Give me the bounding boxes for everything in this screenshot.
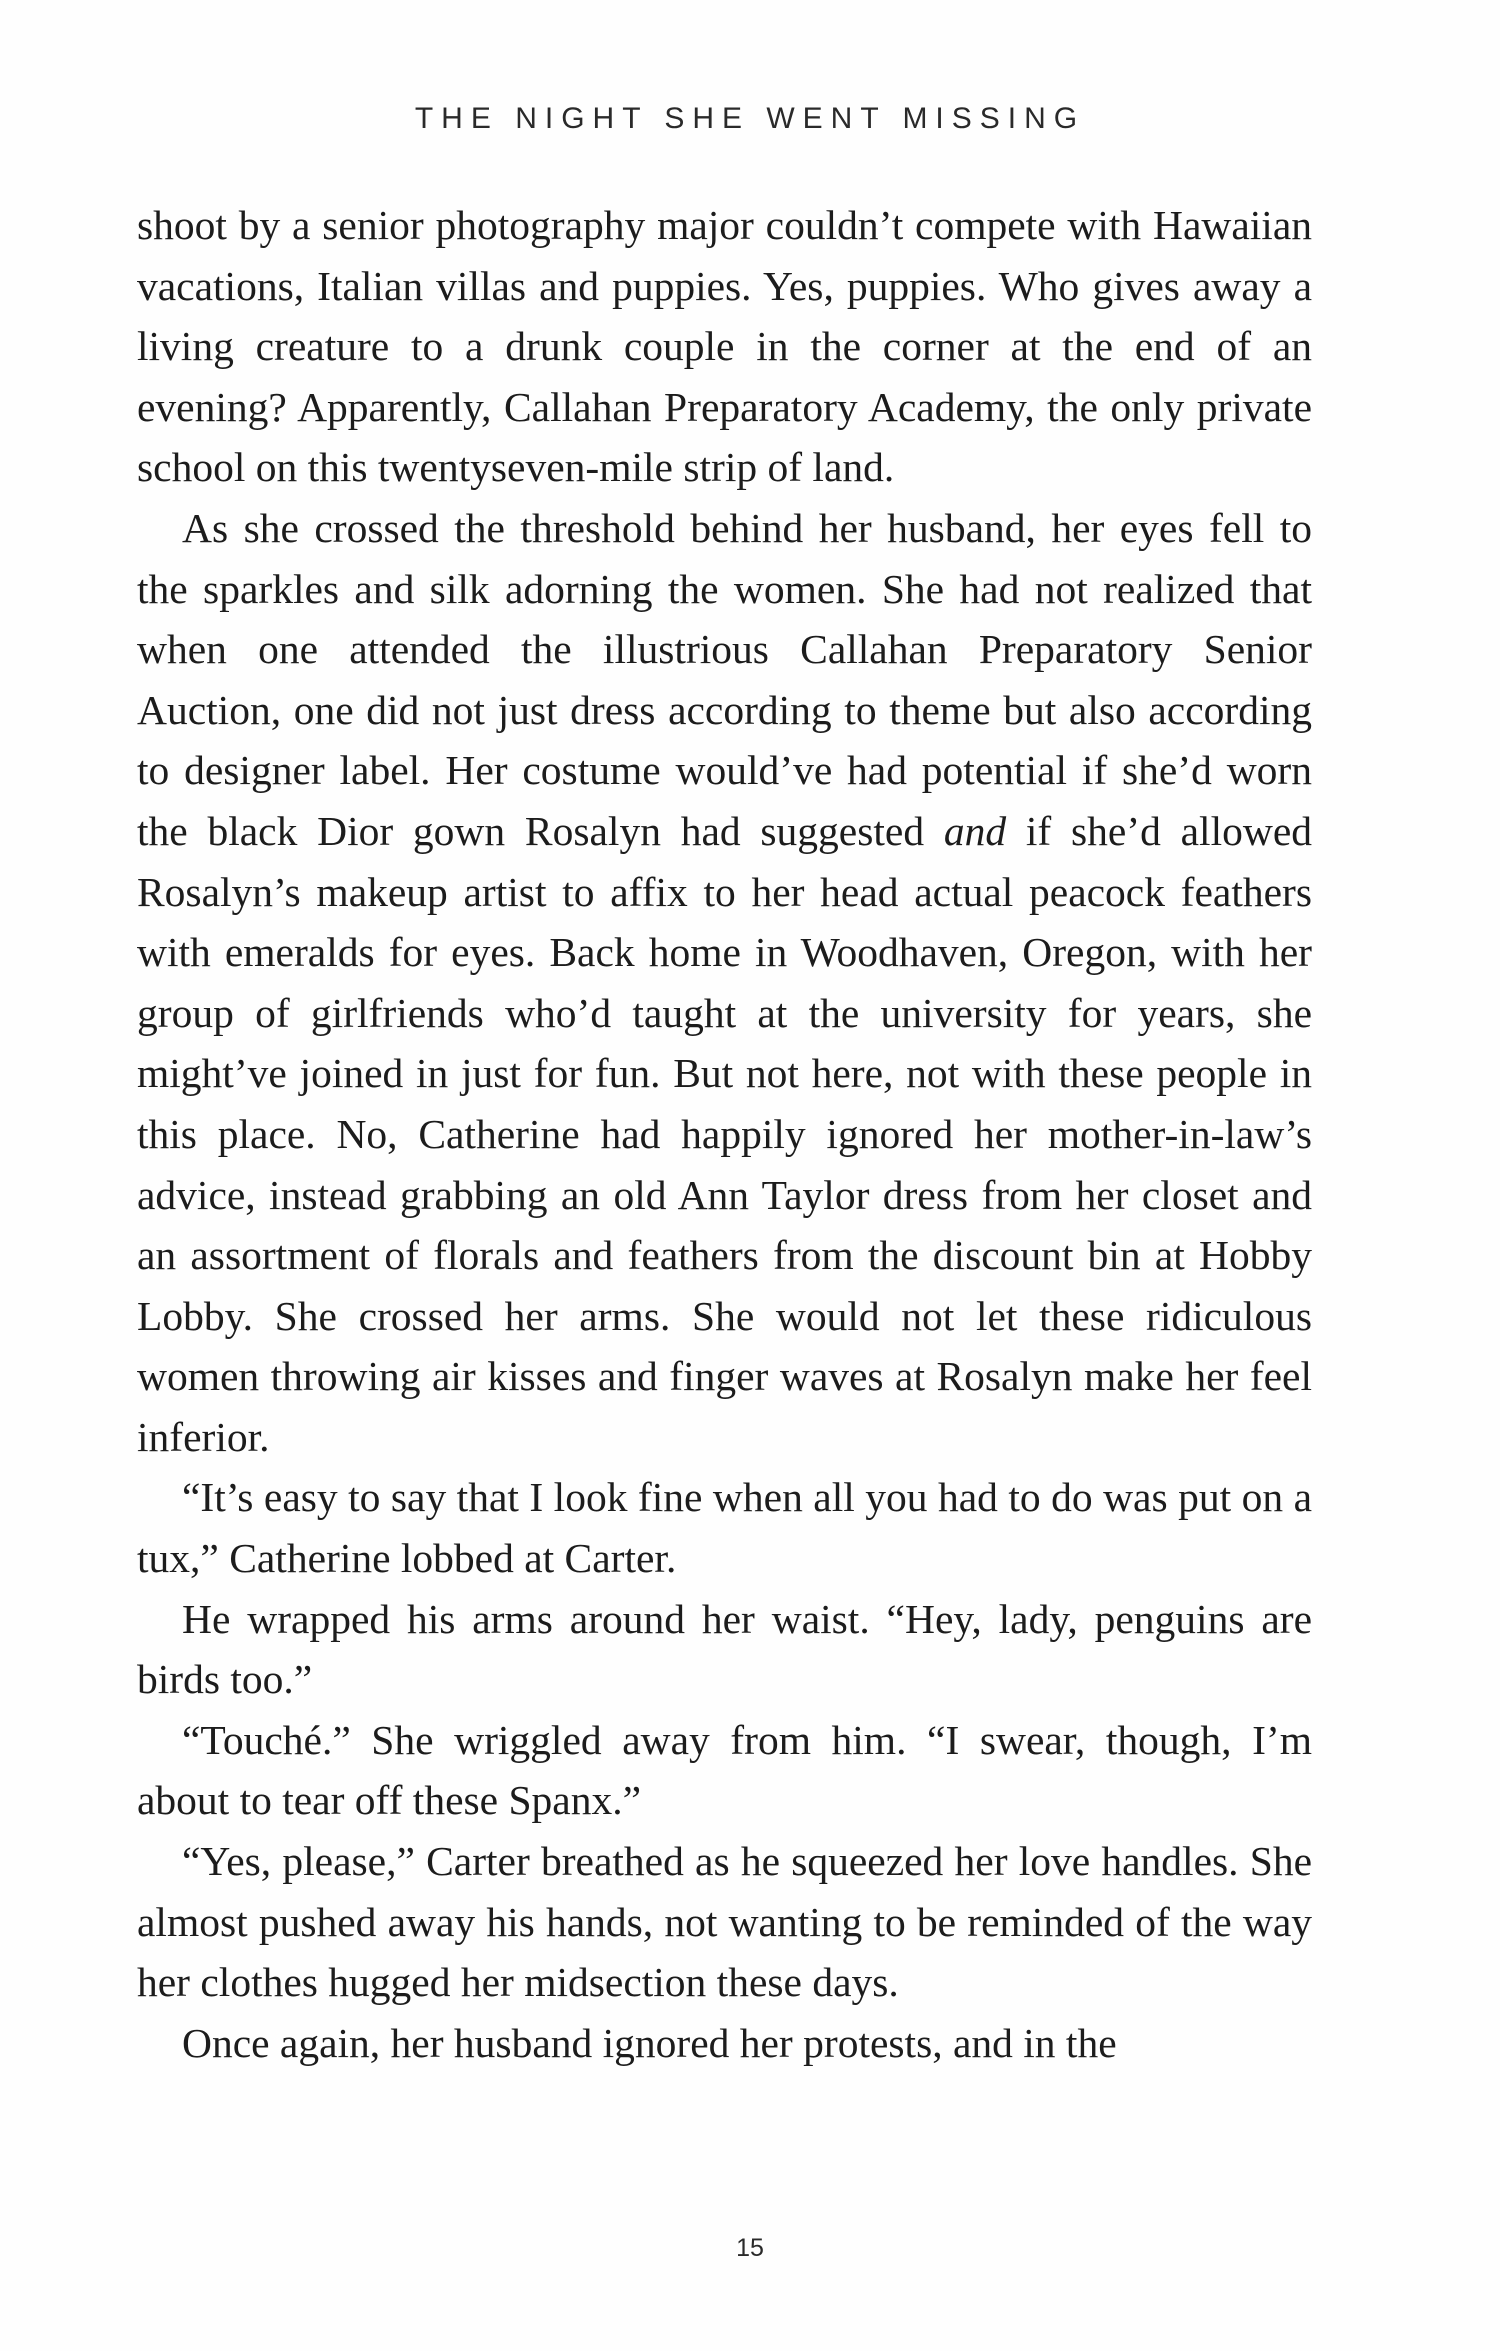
paragraph-text: if she’d allowed Rosalyn’s makeup artist to affix to her head actual peacock feathers with emeralds for eyes. Back home in Woodhaven, Oregon, with her group of girlfriends who’d taught at the university for years, she might’ve joined in just for fun. But not here, not with these people in this place. No, Catherine had happily ignored her mother-in-law’s advice, instead grabbing an old Ann Taylor dress from her closet and an assortment of florals and feathers from the discount bin at Hobby Lobby. She crossed her arms. She would not let these ridiculous women throwing air kisses and finger waves at Rosalyn make her feel inferior. bbox=[137, 807, 1312, 1460]
emphasis-word: and bbox=[943, 807, 1007, 854]
paragraph-dialogue: “Yes, please,” Carter breathed as he squeezed her love handles. She almost pushed away his hands, not wanting to be reminded of the way her clothes hugged her midsection these days. bbox=[137, 1838, 1312, 2006]
paragraph-dialogue: He wrapped his arms around her waist. “Hey, lady, penguins are birds too.” bbox=[137, 1595, 1312, 1703]
page-number: 15 bbox=[736, 2234, 764, 2262]
paragraph-threshold bbox=[137, 498, 1312, 1468]
paragraph-dialogue: “It’s easy to say that I look fine when all you had to do was put on a tux,” Catherine lobbed at Carter. bbox=[137, 1474, 1312, 1582]
body-text bbox=[137, 195, 1312, 2073]
running-head: THE NIGHT SHE WENT MISSING bbox=[414, 102, 1086, 135]
paragraph-continues: Once again, her husband ignored her protests, and in the bbox=[182, 2019, 1117, 2066]
paragraph-text: As she crossed the threshold behind her husband, her eyes fell to the sparkles and silk adorning the women. She had not realized that when one attended the illustrious Callahan Preparatory Senior Auction, one did not just dress according to theme but also according to designer label. Her costume would’ve had potential if she’d worn the black Dior gown Rosalyn had suggested bbox=[137, 504, 1312, 854]
paragraph-continued: shoot by a senior photography major couldn’t compete with Hawaiian vacations, Italian villas and puppies. Yes, puppies. Who gives away a living creature to a drunk couple in the corner at the end of an evening? Apparently, Callahan Preparatory Academy, the only private school on this twentyseven-mile strip of land. bbox=[137, 202, 1312, 491]
paragraph-dialogue: “Touché.” She wriggled away from him. “I swear, though, I’m about to tear off these Spanx.” bbox=[137, 1716, 1312, 1824]
